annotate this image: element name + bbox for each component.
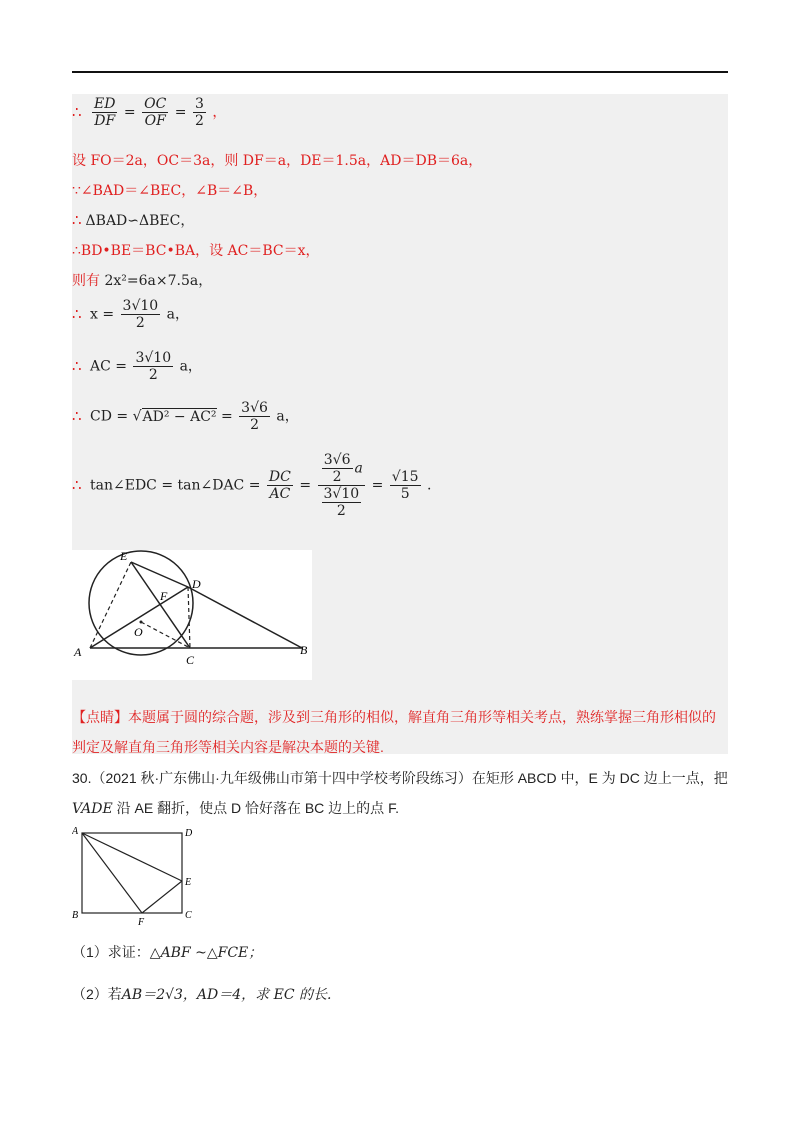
label-F: F	[160, 589, 168, 603]
solution-line-10: ∴ tan∠EDC = tan∠DAC = $\frac{DC}{AC}$ = $\frac{3√6}{2}$ a $\frac{3√10}{2}$ = $\frac{√15}{5}$ .	[72, 452, 432, 520]
label-A: A	[72, 826, 79, 837]
rectangle-diagram	[72, 826, 202, 926]
label-D: D	[192, 577, 201, 591]
circle-diagram	[72, 550, 312, 680]
solution-line-2: 设 FO＝2a，OC＝3a，则 DF＝a，DE＝1.5a，AD＝DB＝6a，	[72, 153, 483, 169]
solution-line-9: ∴ CD = √AD² − AC² = $\frac{3√6}{2}$ a，	[72, 400, 299, 434]
label-B: B	[72, 910, 79, 921]
question-line-2: VADE 沿 AE 翻折，使点 D 恰好落在 BC 边上的点 F.	[72, 800, 399, 817]
label-C: C	[186, 653, 195, 667]
question-line-1: 30.（2021 秋·广东佛山·九年级佛山市第十四中学校考阶段练习）在矩形 ABCD 中，E 为 DC 边上一点，把	[72, 770, 728, 786]
label-C: C	[185, 910, 192, 921]
label-D: D	[185, 828, 193, 839]
circle-figure	[72, 550, 312, 680]
rectangle-figure	[72, 826, 202, 926]
solution-line-5: ∴BD•BE＝BC•BA，设 AC＝BC＝x，	[72, 243, 320, 259]
solution-line-4: ∴ ΔBAD∽ΔBEC，	[72, 211, 195, 229]
label-F: F	[138, 917, 145, 926]
comment-line-2: 判定及解直角三角形等相关内容是解决本题的关键.	[72, 739, 384, 755]
label-O: O	[134, 625, 143, 639]
label-A: A	[74, 645, 82, 659]
comment-line-1: 【点睛】本题属于圆的综合题，涉及到三角形的相似，解直角三角形等相关考点，熟练掌握三角形相似的	[72, 709, 716, 725]
question-part-1: （1）求证：△ABF ~△FCE；	[72, 944, 263, 961]
solution-line-3: ∵∠BAD＝∠BEC，∠B＝∠B，	[72, 183, 268, 199]
label-E: E	[185, 877, 192, 888]
question-part-2: （2）若AB＝2√3，AD＝4，求 EC 的长.	[72, 986, 332, 1003]
label-E: E	[120, 550, 128, 563]
solution-line-6: 则有 2x²=6a×7.5a，	[72, 273, 213, 289]
solution-line-8: ∴ AC = $\frac{3√10}{2}$ a，	[72, 350, 202, 384]
header-rule	[72, 71, 728, 73]
solution-line-7: ∴ x = $\frac{3√10}{2}$ a，	[72, 298, 189, 332]
solution-line-1: ∴ $\frac{ED}{DF}$ = $\frac{OC}{OF}$ = $\frac{3}{2}$ ，	[72, 96, 227, 130]
label-B: B	[300, 643, 308, 657]
